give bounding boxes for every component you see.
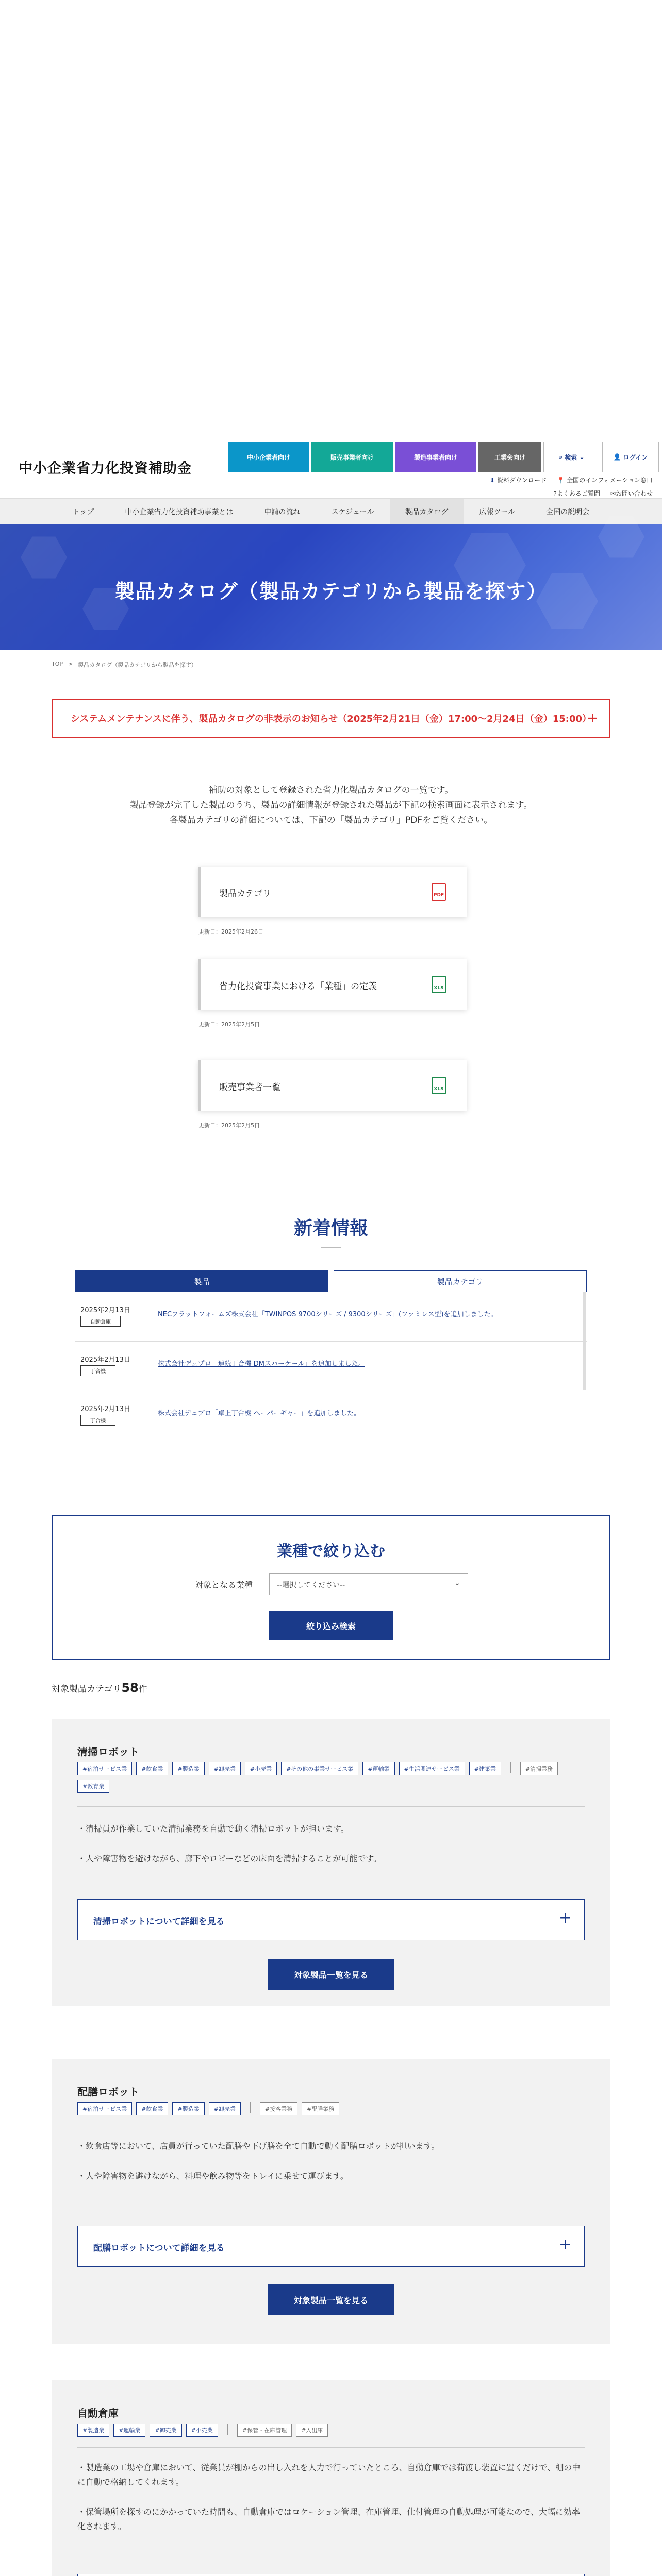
- doc-title: 省力化投資事業における「業種」の定義: [219, 981, 377, 992]
- site-header: [0, 442, 662, 498]
- desc-line: ・製造業の工場や倉庫において、従業員が棚からの出し入れを人力で行っていたところ、自動倉庫では荷渡し装置に置くだけで、棚の中に自動で格納してくれます。: [77, 2463, 581, 2487]
- category-description: [77, 1822, 585, 1882]
- doc-card-category[interactable]: [198, 867, 467, 917]
- intro-line: 製品登録が完了した製品のうち、製品の詳細情報が登録された製品が下記の検索画面に表示されます。: [129, 800, 533, 810]
- top-blank-area: [0, 0, 662, 433]
- hero-banner: [0, 524, 662, 650]
- plus-icon: +: [558, 1909, 572, 1927]
- desc-line: ・飲食店等において、店員が行っていた配膳や下げ膳を全て自動で動く配膳ロボットが担います。: [77, 2141, 440, 2151]
- user-icon: 👤: [613, 453, 623, 461]
- tag-divider: [227, 2424, 228, 2435]
- header-links-row2: [554, 489, 653, 498]
- task-tag: #入出庫: [296, 2424, 328, 2437]
- industry-tag: #運輸業: [113, 2424, 145, 2437]
- info-desk-link[interactable]: [557, 476, 653, 484]
- desc-line: ・人や障害物を避けながら、料理や飲み物等をトレイに乗せて運びます。: [77, 2171, 349, 2181]
- category-title: 清掃ロボット: [77, 1745, 139, 1758]
- search-button[interactable]: [543, 442, 600, 472]
- industry-select[interactable]: [269, 1573, 468, 1595]
- industry-tag: #飲食業: [136, 2102, 168, 2115]
- news-category: 自動倉庫: [80, 1316, 121, 1327]
- intro-line: 補助の対象として登録された省力化製品カタログの一覧です。: [208, 785, 454, 795]
- site-logo[interactable]: 中小企業省力化投資補助金: [19, 461, 192, 477]
- result-count: [52, 1681, 147, 1695]
- plus-icon: +: [558, 2235, 572, 2253]
- view-products-button[interactable]: 対象製品一覧を見る: [268, 2284, 394, 2315]
- doc-title: 製品カテゴリ: [219, 889, 272, 899]
- nav-flow[interactable]: 申請の流れ: [264, 507, 301, 516]
- industry-tag: #卸売業: [209, 1762, 241, 1775]
- mail-icon: ✉: [610, 490, 616, 497]
- faq-label: よくあるご質問: [556, 490, 600, 497]
- desc-line: ・保管場所を探すのにかかっていた時間も、自動倉庫ではロケーション管理、在庫管理、仕付管理の自動処理が可能なので、大幅に効率化されます。: [77, 2507, 581, 2531]
- download-icon: ⬇: [490, 477, 495, 484]
- news-scrollbar[interactable]: [583, 1292, 586, 1390]
- breadcrumb: [52, 660, 197, 669]
- industry-tag: #飲食業: [136, 1762, 168, 1775]
- heading-underline: [321, 1247, 341, 1248]
- news-list[interactable]: [75, 1292, 587, 1424]
- tag-divider: [510, 1762, 511, 1773]
- news-link[interactable]: 株式会社デュプロ「卓上丁合機 ペーパーギャー」を追加しました。: [158, 1410, 361, 1417]
- tag-divider: [250, 2102, 251, 2113]
- header-links-row1: [490, 476, 653, 484]
- count-number: 58: [121, 1681, 139, 1695]
- industry-tag: #製造業: [172, 2102, 204, 2115]
- doc-date: 更新日：2025年2月26日: [198, 928, 263, 935]
- industry-tag: #卸売業: [150, 2424, 181, 2437]
- breadcrumb-separator: >: [68, 660, 73, 667]
- doc-title: 販売事業者一覧: [219, 1082, 280, 1093]
- global-nav: [0, 498, 662, 524]
- category-card: [52, 2059, 610, 2344]
- filter-label: 対象となる業種: [195, 1580, 253, 1590]
- news-item: [75, 1292, 587, 1342]
- category-detail-accordion[interactable]: [77, 1899, 585, 1940]
- industry-filter: [52, 1515, 610, 1660]
- news-category: 丁合機: [80, 1415, 115, 1426]
- filter-search-button[interactable]: 絞り込み検索: [269, 1611, 393, 1640]
- news-category: 丁合機: [80, 1365, 115, 1376]
- count-suffix: 件: [138, 1684, 147, 1694]
- hex-decoration: [21, 534, 67, 581]
- pin-icon: 📍: [557, 477, 565, 484]
- category-title: 自動倉庫: [77, 2407, 119, 2419]
- login-label: ログイン: [623, 453, 648, 461]
- doc-date: 更新日：2025年2月5日: [198, 1021, 260, 1028]
- category-tags: [77, 2424, 585, 2437]
- intro-text: [0, 783, 662, 828]
- search-label: 検索: [565, 453, 577, 461]
- excel-icon: XLS: [432, 1077, 446, 1094]
- category-tags: [77, 2102, 585, 2115]
- industry-tag: #生活関連サービス業: [399, 1762, 465, 1775]
- info-desk-label: 全国のインフォメーション窓口: [567, 477, 653, 484]
- nav-seminars[interactable]: 全国の説明会: [546, 507, 590, 516]
- maintenance-notice[interactable]: [52, 699, 610, 738]
- category-tags: [77, 1762, 585, 1793]
- pdf-icon: PDF: [432, 883, 446, 901]
- doc-card-industry-definition[interactable]: [198, 959, 467, 1010]
- industry-tag: #建築業: [469, 1762, 501, 1775]
- industry-tag: #小売業: [186, 2424, 218, 2437]
- news-tabs: [75, 1270, 587, 1292]
- detail-label: 配膳ロボットについて詳細を見る: [93, 2243, 225, 2253]
- nav-catalog[interactable]: 製品カタログ: [390, 499, 464, 524]
- industry-tag: #小売業: [245, 1762, 277, 1775]
- breadcrumb-top[interactable]: TOP: [52, 660, 63, 667]
- notice-text: システムメンテナンスに伴う、製品カタログの非表示のお知らせ（2025年2月21日（金）17:00～2月24日（金）15:00）: [70, 714, 592, 724]
- news-date: 2025年2月13日: [80, 1405, 130, 1413]
- industry-tag: #教育業: [77, 1780, 109, 1793]
- task-tag: #接客業務: [260, 2102, 297, 2115]
- count-prefix: 対象製品カテゴリ: [52, 1684, 122, 1694]
- news-link[interactable]: 株式会社デュプロ「連続丁合機 DMスパーケール」を追加しました。: [158, 1360, 365, 1368]
- breadcrumb-current: 製品カタログ（製品カテゴリから製品を探す）: [78, 662, 197, 668]
- faq-link[interactable]: [554, 489, 600, 498]
- category-title: 配膳ロボット: [77, 2086, 139, 2098]
- industry-tag: #宿泊サービス業: [77, 1762, 132, 1775]
- association-button[interactable]: 工業会向け: [478, 442, 541, 472]
- desc-line: ・清掃員が作業していた清掃業務を自動で動く清掃ロボットが担います。: [77, 1824, 349, 1834]
- doc-card-seller-list[interactable]: [198, 1060, 467, 1111]
- category-description: [77, 2139, 585, 2199]
- category-description: [77, 2461, 585, 2549]
- download-label: 資料ダウンロード: [497, 477, 547, 484]
- tab-categories[interactable]: 製品カテゴリ: [334, 1270, 587, 1292]
- audience-buttons: [228, 442, 659, 472]
- tab-products[interactable]: 製品: [75, 1270, 328, 1292]
- category-detail-accordion[interactable]: [77, 2226, 585, 2267]
- task-tag: #配膳業務: [302, 2102, 339, 2115]
- sme-button[interactable]: 中小企業者向け: [228, 442, 309, 472]
- download-link[interactable]: [490, 476, 547, 484]
- industry-tag: #運輸業: [362, 1762, 394, 1775]
- excel-icon: XLS: [432, 976, 446, 993]
- plus-icon: +: [587, 710, 598, 726]
- search-icon: ⌕: [559, 453, 565, 461]
- seller-button[interactable]: 販売事業者向け: [311, 442, 393, 472]
- desc-line: ・人や障害物を避けながら、廊下やロビーなどの床面を清掃することが可能です。: [77, 1854, 382, 1863]
- nav-about[interactable]: 中小企業省力化投資補助事業とは: [125, 507, 234, 516]
- task-tag: #清掃業務: [520, 1762, 558, 1775]
- select-value: --選択してください--: [277, 1581, 345, 1589]
- category-detail-accordion[interactable]: [77, 2574, 585, 2576]
- contact-link[interactable]: [610, 489, 653, 498]
- industry-tag: #宿泊サービス業: [77, 2102, 132, 2115]
- category-card: [52, 1719, 610, 2006]
- task-tag: #保管・在庫管理: [237, 2424, 292, 2437]
- detail-label: 清掃ロボットについて詳細を見る: [93, 1917, 225, 1927]
- nav-schedule[interactable]: スケジュール: [331, 507, 374, 516]
- contact-label: お問い合わせ: [615, 490, 653, 497]
- question-icon: ?: [553, 490, 557, 497]
- industry-tag: #卸売業: [209, 2102, 241, 2115]
- category-card: [52, 2380, 610, 2576]
- maker-button[interactable]: 製造事業者向け: [395, 442, 476, 472]
- news-item: [75, 1391, 587, 1440]
- divider: [77, 2447, 585, 2448]
- intro-line: 各製品カテゴリの詳細については、下記の「製品カテゴリ」PDFをご覧ください。: [169, 815, 493, 825]
- news-date: 2025年2月13日: [80, 1356, 130, 1364]
- industry-tag: #その他の事業サービス業: [281, 1762, 358, 1775]
- news-heading: 新着情報: [293, 1218, 368, 1239]
- filter-title: 業種で絞り込む: [277, 1543, 385, 1561]
- news-item: [75, 1342, 587, 1391]
- divider: [77, 1806, 585, 1807]
- nav-top[interactable]: トップ: [72, 507, 94, 516]
- industry-tag: #製造業: [77, 2424, 109, 2437]
- page-title: 製品カタログ（製品カテゴリから製品を探す）: [114, 580, 548, 603]
- chevron-down-icon: ⌄: [454, 1579, 460, 1587]
- doc-date: 更新日：2025年2月5日: [198, 1122, 260, 1129]
- login-button[interactable]: [602, 442, 659, 472]
- nav-pr-tools[interactable]: 広報ツール: [479, 507, 516, 516]
- news-date: 2025年2月13日: [80, 1307, 130, 1314]
- industry-tag: #製造業: [172, 1762, 204, 1775]
- view-products-button[interactable]: 対象製品一覧を見る: [268, 1959, 394, 1990]
- chevron-down-icon: ⌄: [577, 453, 585, 461]
- news-link[interactable]: NECプラットフォームズ株式会社「TWINPOS 9700シリーズ / 9300シリーズ」(ファミレス型)を追加しました。: [158, 1311, 498, 1318]
